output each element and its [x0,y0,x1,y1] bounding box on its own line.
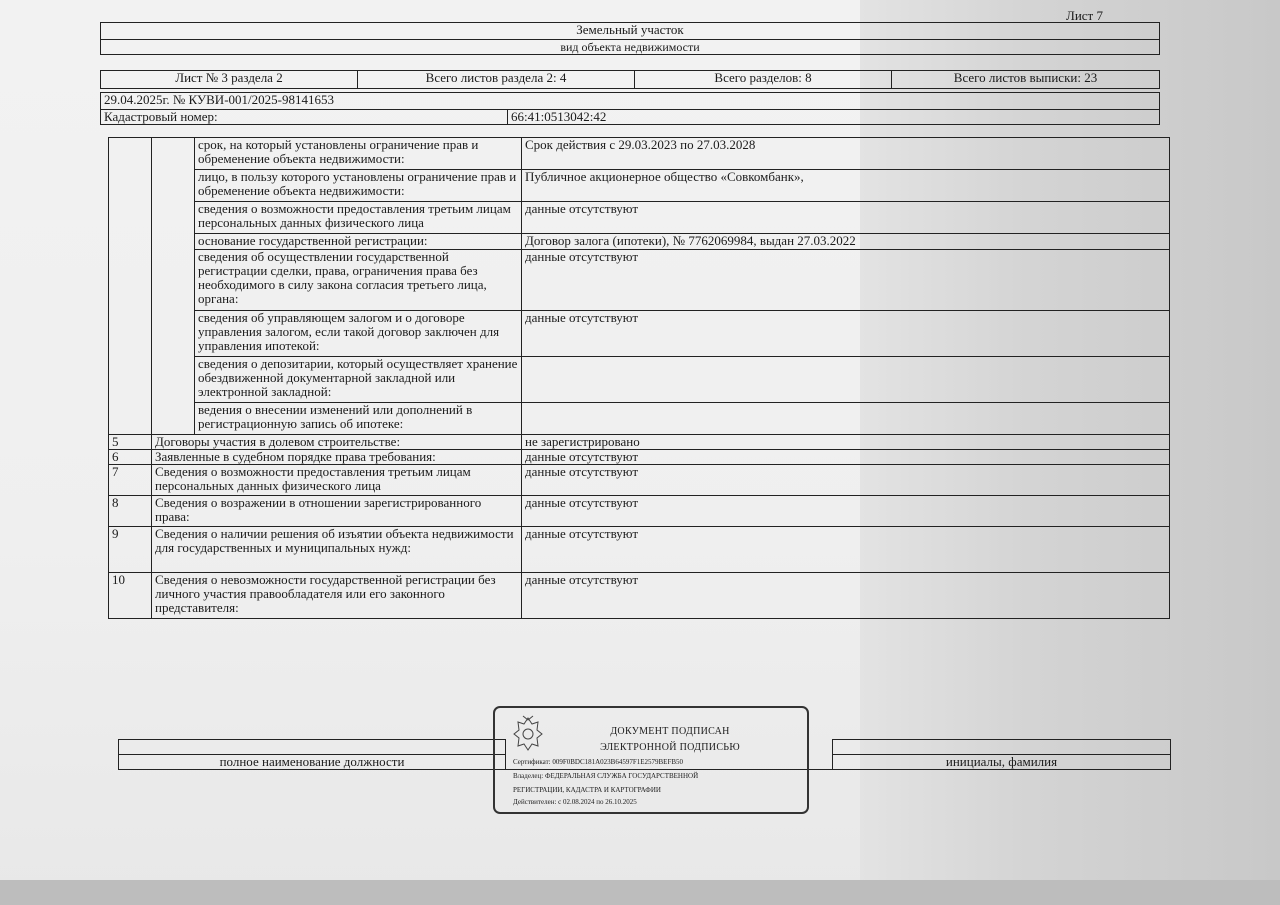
position-caption: полное наименование должности [119,755,506,770]
parent-num-cell [109,138,152,435]
sub-row-value: Публичное акционерное общество «Совкомбанк», [522,170,1170,202]
total-sheets-section: Всего листов раздела 2: 4 [358,71,635,89]
row-label: Сведения о возможности предоставления третьим лицам персональных данных физического лица [152,465,522,496]
cadastral-number: 66:41:0513042:42 [508,110,1160,125]
sheet-number: Лист 7 [1066,8,1103,23]
row-value: данные отсутствуют [522,465,1170,496]
row-value: данные отсутствуют [522,573,1170,619]
sub-row-label: основание государственной регистрации: [195,234,522,250]
row-value: данные отсутствуют [522,450,1170,465]
row-label: Договоры участия в долевом строительстве: [152,435,522,450]
coat-of-arms-icon [511,714,545,754]
sub-row-label: сведения об управляющем залогом и о договоре управления залогом, если такой договор заключен для управления ипотекой: [195,311,522,357]
sub-row-label: сведения об осуществлении государственной регистрации сделки, права, ограничения права без необходимого в силу закона согласия третьего лица, органа: [195,250,522,311]
sub-row-label: срок, на который установлены ограничение прав и обременение объекта недвижимости: [195,138,522,170]
encumbrance-table [108,137,1170,619]
sub-row-label: сведения о возможности предоставления третьим лицам персональных данных физического лица [195,202,522,234]
e-signature-stamp [493,706,809,814]
row-label: Сведения о невозможности государственной регистрации без личного участия правообладателя или его законного представителя: [152,573,522,619]
sub-row-value: данные отсутствуют [522,250,1170,311]
stamp-owner: Владелец: ФЕДЕРАЛЬНАЯ СЛУЖБА ГОСУДАРСТВЕННОЙ [513,772,699,780]
cadastral-label: Кадастровый номер: [101,110,508,125]
total-sheets-extract: Всего листов выписки: 23 [892,71,1160,89]
sheet-section: Лист № 3 раздела 2 [101,71,358,89]
stamp-title-2: ЭЛЕКТРОННОЙ ПОДПИСЬЮ [600,742,740,753]
sub-row-value [522,403,1170,435]
row-value: данные отсутствуют [522,527,1170,573]
sub-row-value: Договор залога (ипотеки), № 7762069984, выдан 27.03.2022 [522,234,1170,250]
position-field [119,740,506,755]
sub-num-cell [152,138,195,435]
object-type: Земельный участок [101,23,1160,40]
total-sections: Всего разделов: 8 [635,71,892,89]
sub-row-value: данные отсутствуют [522,311,1170,357]
row-number: 7 [109,465,152,496]
object-type-caption: вид объекта недвижимости [101,40,1160,55]
name-caption: инициалы, фамилия [833,755,1171,770]
object-header-table [100,22,1160,55]
stamp-title-1: ДОКУМЕНТ ПОДПИСАН [610,726,730,737]
row-label: Заявленные в судебном порядке права требования: [152,450,522,465]
sub-row-value: данные отсутствуют [522,202,1170,234]
row-number: 5 [109,435,152,450]
extract-date-number: 29.04.2025г. № КУВИ-001/2025-98141653 [101,93,1160,110]
stamp-owner-2: РЕГИСТРАЦИИ, КАДАСТРА И КАРТОГРАФИИ [513,786,661,794]
sub-row-label: сведения о депозитарии, который осуществляет хранение обездвиженной документарной закладной или электронной закладной: [195,357,522,403]
row-number: 8 [109,496,152,527]
sheet-info-table [100,70,1160,89]
row-label: Сведения о возражении в отношении зарегистрированного права: [152,496,522,527]
sub-row-value: Срок действия с 29.03.2023 по 27.03.2028 [522,138,1170,170]
extract-id-table [100,92,1160,125]
sub-row-value [522,357,1170,403]
row-value: не зарегистрировано [522,435,1170,450]
scan-margin [0,880,1280,905]
row-number: 9 [109,527,152,573]
row-label: Сведения о наличии решения об изъятии объекта недвижимости для государственных и муниципальных нужд: [152,527,522,573]
name-field [833,740,1171,755]
stamp-certificate: Сертификат: 009F0BDC181A023B64597F1E2579BEFB50 [513,758,684,766]
row-number: 6 [109,450,152,465]
sub-row-label: ведения о внесении изменений или дополнений в регистрационную запись об ипотеке: [195,403,522,435]
sub-row-label: лицо, в пользу которого установлены ограничение прав и обременение объекта недвижимости: [195,170,522,202]
stamp-valid: Действителен: с 02.08.2024 по 26.10.2025 [513,798,637,806]
row-number: 10 [109,573,152,619]
row-value: данные отсутствуют [522,496,1170,527]
